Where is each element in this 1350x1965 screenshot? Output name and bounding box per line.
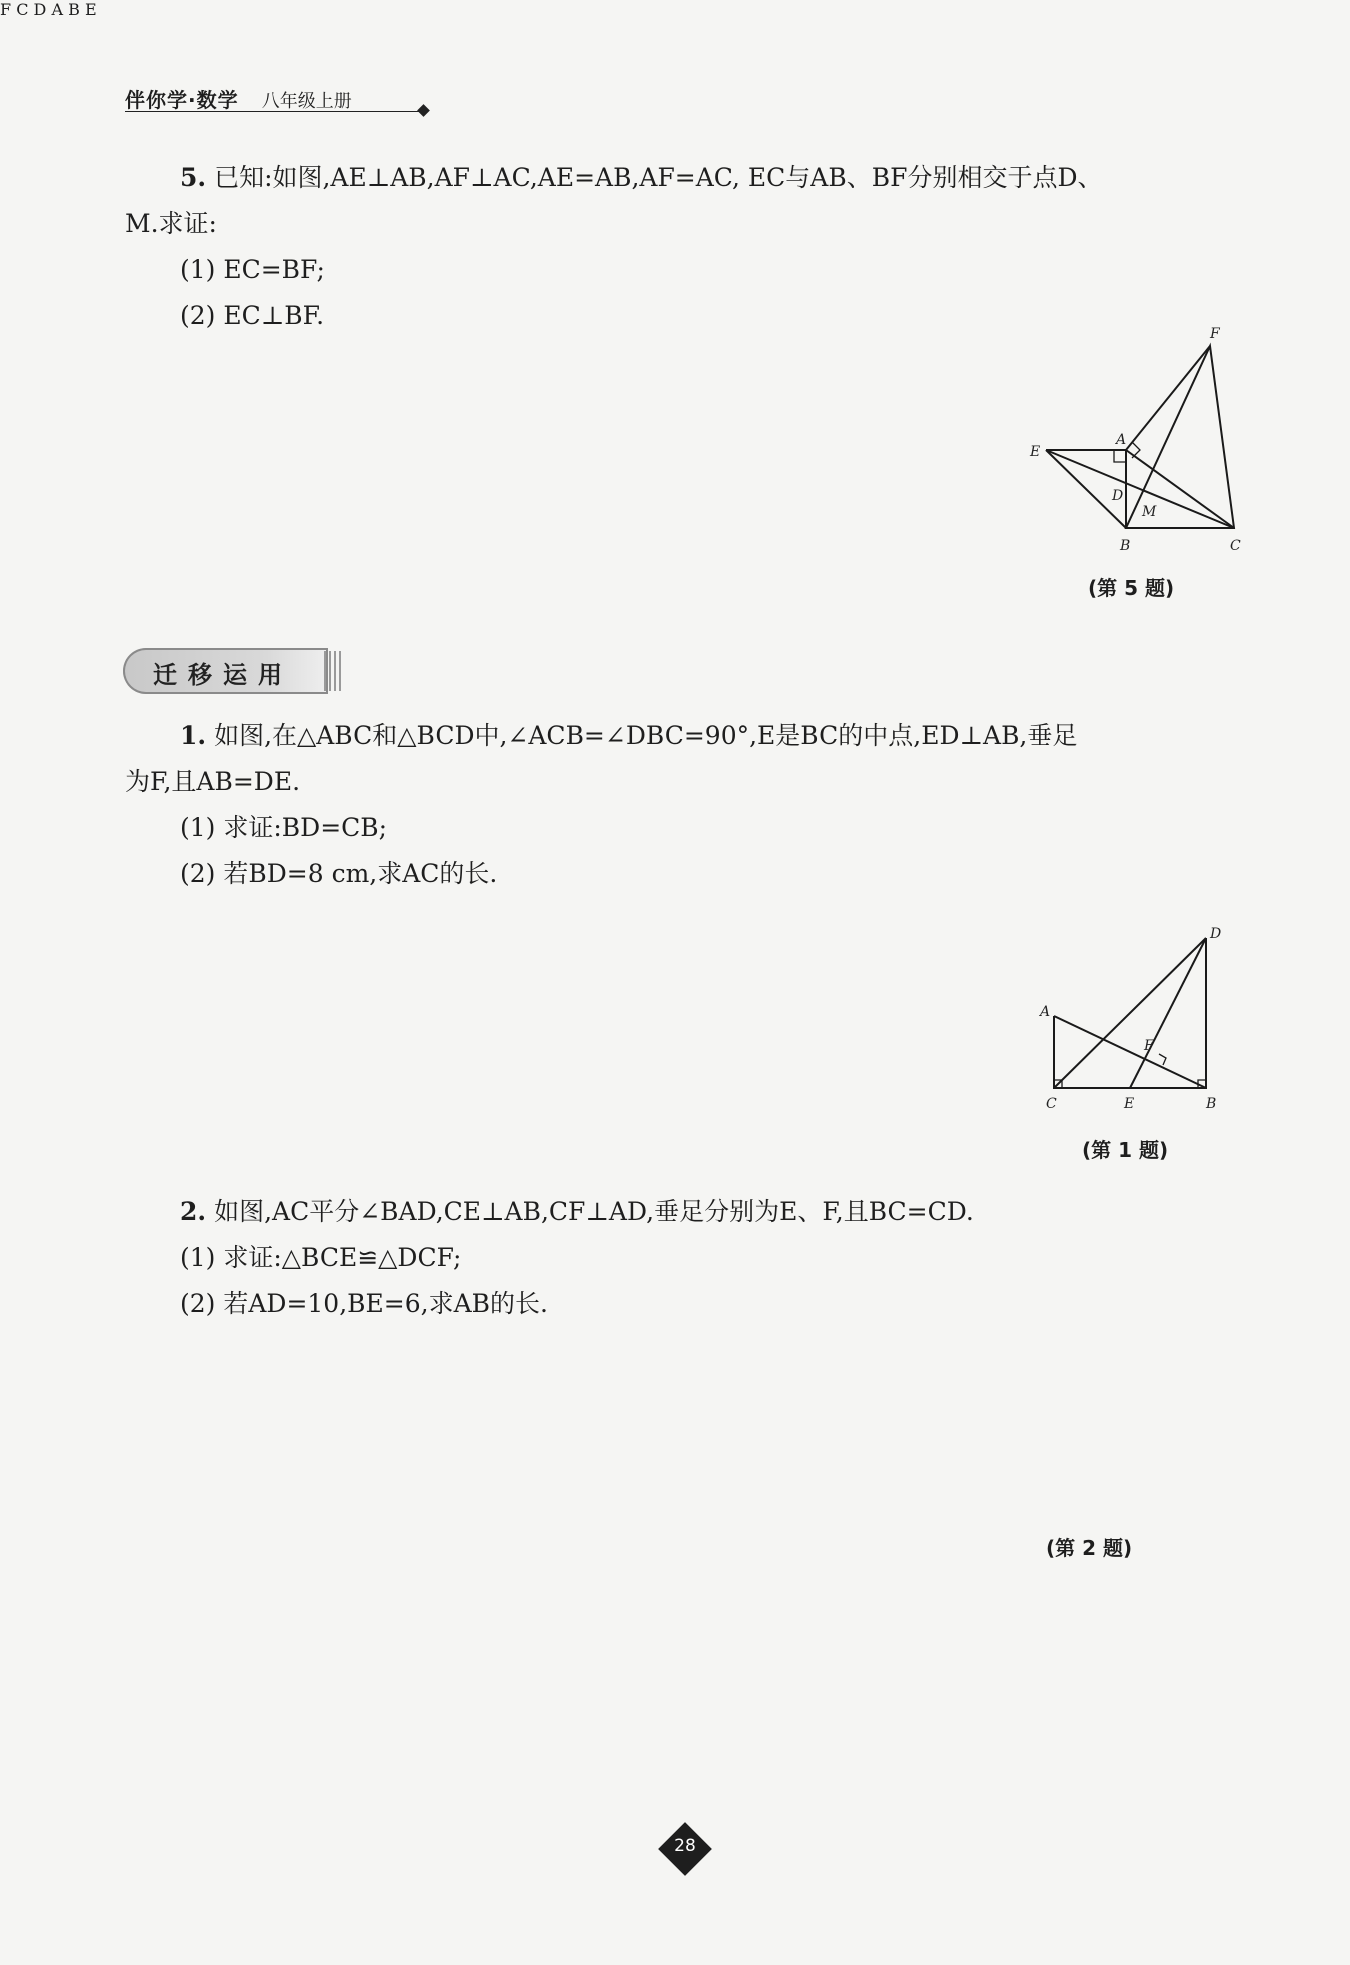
problem-number: 5. <box>180 163 207 192</box>
section-title-badge <box>123 648 328 694</box>
label-f: F <box>0 0 12 19</box>
segment-af-fc-cb <box>1126 346 1234 528</box>
label-d: D <box>33 0 47 19</box>
label-c: C <box>16 0 29 19</box>
section-title: 迁移运用 <box>153 661 293 689</box>
label-b: B <box>68 0 80 19</box>
problem-1-statement-line1: 1. 如图,在△ABC和△BCD中,∠ACB=∠DBC=90°,E是BC的中点,ED⊥AB,垂足 <box>180 721 1078 750</box>
problem-2-statement-line1: 2. 如图,AC平分∠BAD,CE⊥AB,CF⊥AD,垂足分别为E、F,且BC=CD. <box>180 1197 974 1226</box>
problem-2-part-2: (2) 若AD=10,BE=6,求AB的长. <box>180 1289 548 1318</box>
problem-number: 1. <box>180 721 207 750</box>
label-e: E <box>84 0 97 19</box>
page-number: 28 <box>674 1836 696 1856</box>
label-m: M <box>1142 504 1157 520</box>
problem-1-part-1: (1) 求证:BD=CB; <box>180 813 388 842</box>
label-b: B <box>1120 538 1131 554</box>
label-c: C <box>1046 1096 1057 1112</box>
problem-5-statement-line2: M.求证: <box>125 209 217 238</box>
badge-stripes <box>324 651 342 691</box>
segment-ed <box>1130 938 1206 1088</box>
label-f: F <box>1144 1038 1154 1054</box>
header-rule <box>125 111 423 112</box>
diamond-icon <box>417 104 430 117</box>
caption-problem-1: (第 1 题) <box>1082 1138 1169 1162</box>
problem-number: 2. <box>180 1197 207 1226</box>
label-e: E <box>1030 444 1041 460</box>
figure-problem-2 <box>965 1350 1235 1510</box>
label-f: F <box>1210 326 1220 342</box>
label-c: C <box>1230 538 1241 554</box>
label-d: D <box>1112 488 1124 504</box>
caption-problem-2: (第 2 题) <box>1046 1536 1133 1560</box>
right-angle-mark-a <box>1114 450 1126 462</box>
book-title: 伴你学·数学 <box>125 88 239 112</box>
problem-1-statement-line2: 为F,且AB=DE. <box>125 767 301 796</box>
problem-5-part-2: (2) EC⊥BF. <box>180 301 325 330</box>
figure-problem-1 <box>1030 920 1240 1120</box>
problem-1-part-2: (2) 若BD=8 cm,求AC的长. <box>180 859 498 888</box>
problem-5-statement-line1: 5. 已知:如图,AE⊥AB,AF⊥AC,AE=AB,AF=AC, EC与AB、BF分别相交于点D、 <box>180 163 1103 192</box>
caption-problem-5: (第 5 题) <box>1088 576 1175 600</box>
grade-label: 八年级上册 <box>261 91 352 112</box>
segment-ab <box>1054 1016 1206 1088</box>
figure-problem-5 <box>1020 320 1250 560</box>
segment-fa <box>1126 346 1210 450</box>
segment-cd <box>1054 938 1206 1088</box>
label-a: A <box>51 0 64 19</box>
right-angle-mark-f <box>1159 1054 1166 1065</box>
label-d: D <box>1210 926 1222 942</box>
label-a: A <box>1040 1004 1051 1020</box>
running-header <box>125 84 430 114</box>
segment-ec <box>1046 450 1234 528</box>
problem-5-part-1: (1) EC=BF; <box>180 255 325 284</box>
problem-2-part-1: (1) 求证:△BCE≌△DCF; <box>180 1243 462 1272</box>
label-a: A <box>1116 432 1127 448</box>
label-e: E <box>1124 1096 1135 1112</box>
label-b: B <box>1206 1096 1217 1112</box>
